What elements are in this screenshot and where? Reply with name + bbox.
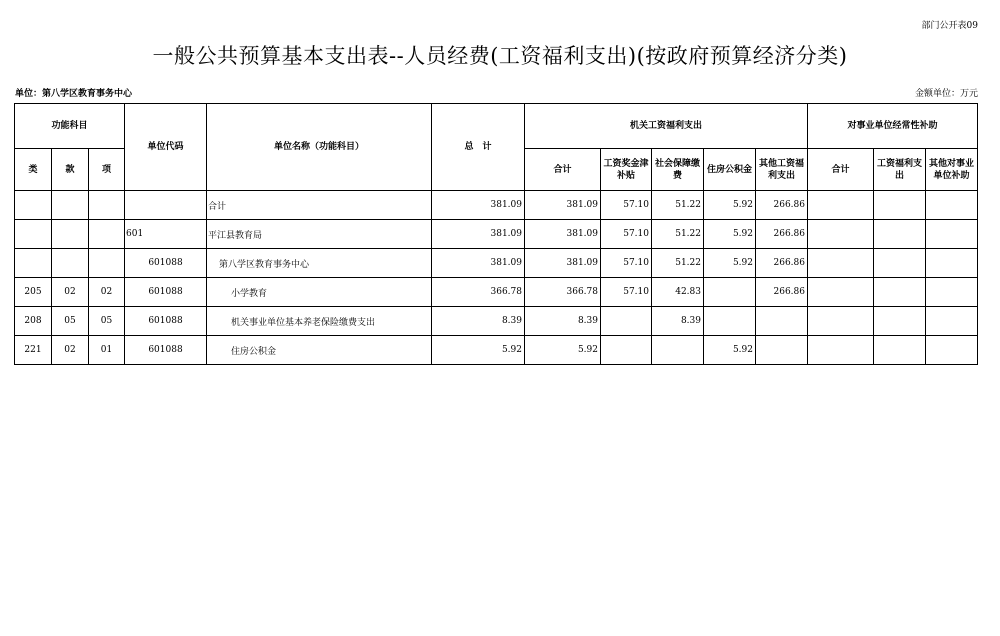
cell-gov-other [756,307,808,336]
cell-gov-other: 266.86 [756,278,808,307]
cell-gov-social: 8.39 [652,307,704,336]
header-gov-housing: 住房公积金 [704,149,756,191]
cell-gov-wage [601,336,652,365]
cell-name: 机关事业单位基本养老保险缴费支出 [207,307,432,336]
cell-gov-total: 381.09 [525,191,601,220]
cell-gov-other: 266.86 [756,249,808,278]
cell-ent-other [926,220,978,249]
cell-ent-wage [874,336,926,365]
cell-gov-total: 381.09 [525,249,601,278]
cell-name: 小学教育 [207,278,432,307]
cell-gov-social [652,336,704,365]
cell-gov-total: 5.92 [525,336,601,365]
cell-ent-other [926,307,978,336]
table-row [15,278,978,307]
cell-gov-housing: 5.92 [704,191,756,220]
cell-gov-wage: 57.10 [601,191,652,220]
header-ent-group: 对事业单位经常性补助 [808,104,978,149]
cell-gov-wage [601,307,652,336]
cell-lei: 205 [15,278,52,307]
cell-ent-other [926,278,978,307]
cell-gov-housing [704,307,756,336]
header-ent-wage: 工资福利支出 [874,149,926,191]
cell-gov-social: 51.22 [652,220,704,249]
cell-ent-total [808,278,874,307]
table-row [15,249,978,278]
cell-lei [15,191,52,220]
header-lei: 类 [15,149,52,191]
cell-ent-total [808,220,874,249]
cell-gov-total: 366.78 [525,278,601,307]
cell-ent-other [926,249,978,278]
cell-ent-other [926,336,978,365]
cell-name: 平江县教育局 [207,220,432,249]
cell-total: 381.09 [432,249,525,278]
cell-ent-total [808,249,874,278]
header-kuan: 款 [52,149,89,191]
cell-gov-housing: 5.92 [704,336,756,365]
cell-name: 合计 [207,191,432,220]
page-title: 一般公共预算基本支出表--人员经费(工资福利支出)(按政府预算经济分类) [152,44,848,68]
cell-ent-total [808,307,874,336]
cell-kuan [52,249,89,278]
cell-kuan [52,220,89,249]
cell-lei [15,249,52,278]
cell-gov-other: 266.86 [756,191,808,220]
cell-gov-other: 266.86 [756,220,808,249]
cell-xiang: 05 [89,307,125,336]
header-xiang: 项 [89,149,125,191]
cell-ent-total [808,336,874,365]
cell-xiang [89,220,125,249]
cell-total: 5.92 [432,336,525,365]
cell-code: 601088 [125,336,207,365]
header-ent-total: 合计 [808,149,874,191]
cell-code: 601088 [125,249,207,278]
table-row [15,336,978,365]
cell-total: 366.78 [432,278,525,307]
cell-ent-wage [874,249,926,278]
header-gov-group: 机关工资福利支出 [525,104,808,149]
table-row [15,307,978,336]
cell-total: 381.09 [432,220,525,249]
cell-gov-wage: 57.10 [601,249,652,278]
cell-code [125,191,207,220]
header-gov-total: 合计 [525,149,601,191]
cell-ent-other [926,191,978,220]
cell-lei [15,220,52,249]
cell-xiang: 01 [89,336,125,365]
cell-gov-social: 51.22 [652,249,704,278]
cell-ent-wage [874,191,926,220]
cell-ent-total [808,191,874,220]
cell-gov-housing [704,278,756,307]
cell-ent-wage [874,220,926,249]
cell-xiang [89,191,125,220]
table-row [15,220,978,249]
cell-kuan: 05 [52,307,89,336]
cell-name: 第八学区教育事务中心 [207,249,432,278]
table-row [15,191,978,220]
cell-gov-housing: 5.92 [704,249,756,278]
cell-kuan [52,191,89,220]
header-gov-wage: 工资奖金津补贴 [601,149,652,191]
header-gov-other: 其他工资福利支出 [756,149,808,191]
header-func-subject: 功能科目 [15,104,125,149]
cell-code: 601 [125,220,207,249]
cell-kuan: 02 [52,336,89,365]
cell-gov-wage: 57.10 [601,278,652,307]
header-ent-other: 其他对事业单位补助 [926,149,978,191]
header-unit-code: 单位代码 [125,104,207,191]
cell-total: 8.39 [432,307,525,336]
header-gov-social: 社会保障缴费 [652,149,704,191]
cell-gov-social: 51.22 [652,191,704,220]
table-number-label: 部门公开表09 [921,21,978,31]
cell-code: 601088 [125,278,207,307]
cell-code: 601088 [125,307,207,336]
cell-total: 381.09 [432,191,525,220]
cell-ent-wage [874,278,926,307]
cell-kuan: 02 [52,278,89,307]
header-total: 总 计 [432,104,525,191]
cell-name: 住房公积金 [207,336,432,365]
cell-gov-social: 42.83 [652,278,704,307]
header-unit-name: 单位名称（功能科目） [207,104,432,191]
cell-lei: 221 [15,336,52,365]
cell-xiang [89,249,125,278]
cell-gov-other [756,336,808,365]
cell-gov-total: 8.39 [525,307,601,336]
cell-gov-housing: 5.92 [704,220,756,249]
amount-unit-label: 金额单位：万元 [914,89,978,99]
cell-xiang: 02 [89,278,125,307]
cell-gov-wage: 57.10 [601,220,652,249]
cell-lei: 208 [15,307,52,336]
cell-ent-wage [874,307,926,336]
budget-table [14,103,978,365]
unit-label: 单位：第八学区教育事务中心 [15,89,133,99]
cell-gov-total: 381.09 [525,220,601,249]
